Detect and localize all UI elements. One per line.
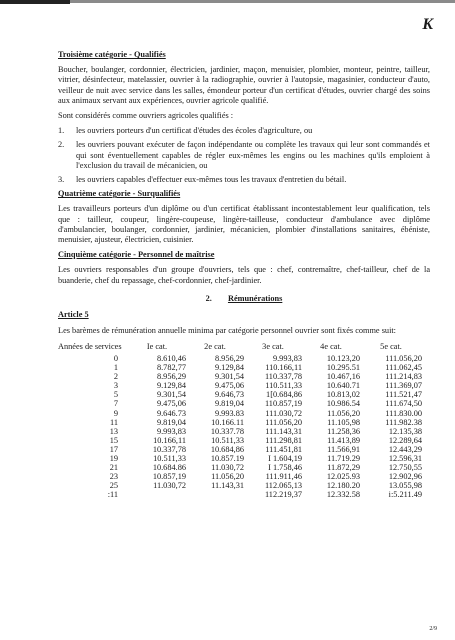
salary-cell: 11.258,36 <box>327 426 360 436</box>
article-title: Article 5 <box>58 310 89 320</box>
column-header: 3e cat. <box>262 342 284 352</box>
table-row <box>58 418 422 427</box>
salary-cell: I 1.758,46 <box>268 463 302 473</box>
article-paragraph: Les barèmes de rémunération annuelle minima par catégorie personnel ouvrier sont fixés comme suit: <box>58 326 396 336</box>
section-title-cat5: Cinquième catégorie - Personnel de maîtrise <box>58 250 215 260</box>
table-row <box>58 454 422 463</box>
salary-cell: 10.337.78 <box>210 426 244 436</box>
table-row <box>58 363 422 372</box>
table-row <box>58 372 422 381</box>
years-cell: 21 <box>109 463 118 473</box>
salary-cell: 9.993,83 <box>156 426 186 436</box>
salary-cell: 12.902,96 <box>388 472 422 482</box>
salary-cell <box>186 490 244 499</box>
salary-cell: 111.062,45 <box>385 363 422 373</box>
list-item <box>58 140 430 171</box>
salary-cell: 9.129,84 <box>214 363 244 373</box>
salary-cell: 111.911,46 <box>265 472 302 482</box>
years-cell: 11 <box>110 417 118 427</box>
salary-cell: 1[0.684,86 <box>266 390 302 400</box>
section-title-cat3: Troisième catégorie - Qualifiés <box>58 50 166 59</box>
table-row <box>58 481 422 490</box>
salary-cell: 111.369,07 <box>385 381 422 391</box>
salary-cell: I 1.604,19 <box>268 454 302 463</box>
column-header: 2e cat. <box>204 342 226 352</box>
salary-cell: 11.413,89 <box>327 435 360 445</box>
salary-cell: 10.337,78 <box>152 444 186 454</box>
list-text: les ouvriers capables d'effectuer eux-mêmes tous les travaux d'entretien du bétail. <box>76 175 347 185</box>
table-row <box>58 390 422 399</box>
salary-cell: 12.289,64 <box>388 435 422 445</box>
paragraph-cat4: Les travailleurs porteurs d'un diplôme ou d'un certificat établissant incontestablement leur qualification, tels que : tailleur, coupeur, lingère-coupeuse, lingère-tailleuse, conducteur d'ambulance avec diplôme d'ambulancier, boulanger, cordonnier, jardinier, mécanicien, plombier d'installations sanitaires, ébéniste, menuisier, ajusteur, électricien, cuisinier. <box>58 204 430 245</box>
paragraph-cat3-intro: Sont considérés comme ouvriers agricoles qualifiés : <box>58 111 234 121</box>
salary-cell: 11.030,72 <box>153 481 186 491</box>
column-header: Ie cat. <box>146 342 168 352</box>
top-border-dark <box>0 0 70 4</box>
salary-cell: 111.298,81 <box>265 435 302 445</box>
years-cell: 0 <box>113 353 118 363</box>
salary-cell: 112.065,13 <box>264 481 302 491</box>
salary-cell: 12.135,38 <box>388 426 422 436</box>
salary-cell: 9.993.83 <box>214 408 244 418</box>
salary-cell: 111.521,47 <box>385 390 422 400</box>
years-cell: 1 <box>113 363 118 373</box>
salary-cell: 110.857,19 <box>264 399 302 409</box>
salary-cell: 9.646,73 <box>214 390 244 400</box>
years-cell: 23 <box>109 472 118 482</box>
paragraph-cat5: Les ouvriers responsables d'un groupe d'ouvriers, tels que : chef, contremaître, chef-tailleur, chef de la buanderie, chef du repassage, chef-cordonnier, chef-jardinier. <box>58 265 430 285</box>
salary-cell: 10.166.11 <box>211 417 244 427</box>
table-row <box>58 354 422 363</box>
salary-cell: 111.056,20 <box>385 353 422 363</box>
list-number: 2. <box>58 140 65 150</box>
salary-cell: 12.443,29 <box>388 444 422 454</box>
salary-cell: 10.684,86 <box>210 444 244 454</box>
salary-cell: 110.166,11 <box>265 363 302 373</box>
salary-cell: 10.684.86 <box>152 463 186 473</box>
salary-cell: 12.180.20 <box>326 481 360 491</box>
salary-cell: 10.640.71 <box>326 381 360 391</box>
page-number: 2/9 <box>429 626 437 632</box>
salary-cell: 111.214,83 <box>385 372 422 382</box>
salary-cell: 9.819,04 <box>214 399 244 409</box>
list-number: 3. <box>58 175 65 185</box>
salary-cell: 9.475,06 <box>156 399 186 409</box>
salary-cell: 10.857.19 <box>210 454 244 463</box>
salary-cell: 12.750,55 <box>388 463 422 473</box>
salary-cell: 9.646.73 <box>156 408 186 418</box>
salary-cell: 111.143,31 <box>265 426 302 436</box>
table-row <box>58 445 422 454</box>
salary-cell: 10.295.51 <box>326 363 360 373</box>
years-cell: 15 <box>109 435 118 445</box>
salary-cell: 8.610,46 <box>156 353 186 363</box>
salary-cell: 110.337,78 <box>264 372 302 382</box>
salary-cell: 10.511,33 <box>153 454 186 463</box>
column-header: Années de services <box>58 342 122 352</box>
salary-cell: 9.129,84 <box>156 381 186 391</box>
salary-cell: 9.475,06 <box>214 381 244 391</box>
salary-cell: 111.674,50 <box>385 399 422 409</box>
salary-cell: 110.511,33 <box>265 381 302 391</box>
salary-cell: 12.025.93 <box>326 472 360 482</box>
years-cell: 7 <box>113 399 118 409</box>
salary-cell: 8.782,77 <box>156 363 186 373</box>
years-cell: 17 <box>109 444 118 454</box>
years-cell: 13 <box>109 426 118 436</box>
document-body <box>58 50 430 499</box>
section-heading-remunerations <box>58 294 430 304</box>
table-row <box>58 409 422 418</box>
salary-cell: 111.030,72 <box>265 408 302 418</box>
salary-cell: 9.301,54 <box>156 390 186 400</box>
table-row <box>58 463 422 472</box>
table-row <box>58 490 422 499</box>
salary-cell: 11.566,91 <box>327 444 360 454</box>
list-text: les ouvriers porteurs d'un certificat d'études des écoles d'agriculture, ou <box>76 126 313 136</box>
table-row <box>58 472 422 481</box>
salary-cell: 9.819,04 <box>156 417 186 427</box>
salary-cell: 11.719.29 <box>327 454 360 463</box>
years-cell: 3 <box>113 381 118 391</box>
years-cell: :11 <box>107 490 118 500</box>
section-title-cat4: Quatrième catégorie - Surqualifiés <box>58 189 181 199</box>
salary-cell: 111.982.38 <box>385 417 422 427</box>
table-row <box>58 427 422 436</box>
years-cell: 19 <box>109 454 118 463</box>
salary-cell: 9.301,54 <box>214 372 244 382</box>
salary-cell: 11.056,20 <box>327 408 360 418</box>
salary-cell: 112.219,37 <box>264 490 302 500</box>
years-cell: 9 <box>113 408 118 418</box>
list-text: les ouvriers pouvant exécuter de façon indépendante ou complète les travaux qui leur sont commandés et qui sont éventuellement capables de régler eux-mêmes les engins ou les machines qu'ils emploient à l'exclusion du travail de mécanicien, ou <box>76 140 430 170</box>
table-row <box>58 381 422 390</box>
salary-cell: 111.451,81 <box>265 444 302 454</box>
section-title: Rémunérations <box>227 293 283 303</box>
years-cell: 25 <box>109 481 118 491</box>
salary-cell: 9.993,83 <box>272 353 302 363</box>
paragraph-cat3: Boucher, boulanger, cordonnier, électricien, jardinier, maçon, menuisier, plombier, monteur, peintre, tailleur, vitrier, désinfecteur, matelassier, ouvrier à la radiographie, ouvrier à l'autopsie, magasinier, conducteur d'auto, veilleur de nuit avec service dans les salles, émondeur porteur d'un certificat d'études, ouvrier chargé des soins aux animaux servant aux expériences, ouvrier agricole qualifié. <box>58 65 430 105</box>
salary-cell: 12.332.58 <box>326 490 360 500</box>
salary-cell: 10.467,16 <box>326 372 360 382</box>
salary-cell: 10.123,20 <box>326 353 360 363</box>
salary-cell: 11.872,29 <box>327 463 360 473</box>
salary-cell: 10.511,33 <box>211 435 244 445</box>
column-header: 5e cat. <box>380 342 402 352</box>
list-number: 1. <box>58 126 65 136</box>
years-cell: 5 <box>113 390 118 400</box>
years-cell: 2 <box>113 372 118 382</box>
column-header: 4e cat. <box>320 342 342 352</box>
salary-cell: 11.105,98 <box>327 417 360 427</box>
salary-cell: 11.143,31 <box>211 481 244 491</box>
salary-cell: i:5.211.49 <box>388 490 422 500</box>
salary-cell: 10.857,19 <box>152 472 186 482</box>
corner-mark: K <box>422 16 433 33</box>
section-number: 2. <box>205 293 212 303</box>
salary-cell: 8.956,29 <box>214 353 244 363</box>
salary-cell: 111.056,20 <box>265 417 302 427</box>
salary-cell <box>128 490 186 499</box>
salary-cell: 10.813,02 <box>326 390 360 400</box>
salary-cell: 11.056,20 <box>211 472 244 482</box>
salary-cell: 8.956,29 <box>156 372 186 382</box>
table-row <box>58 399 422 408</box>
list-item <box>58 126 430 136</box>
salary-cell: 12.596,31 <box>388 454 422 463</box>
salary-cell: 13.055,98 <box>388 481 422 491</box>
salary-cell: 11.030,72 <box>211 463 244 473</box>
salary-cell: 10.986.54 <box>326 399 360 409</box>
table-row <box>58 436 422 445</box>
salary-cell: 111.830.00 <box>385 408 422 418</box>
salary-cell: 10.166,11 <box>153 435 186 445</box>
table-header-row <box>58 342 422 354</box>
salary-table <box>58 342 422 499</box>
list-item <box>58 175 430 185</box>
